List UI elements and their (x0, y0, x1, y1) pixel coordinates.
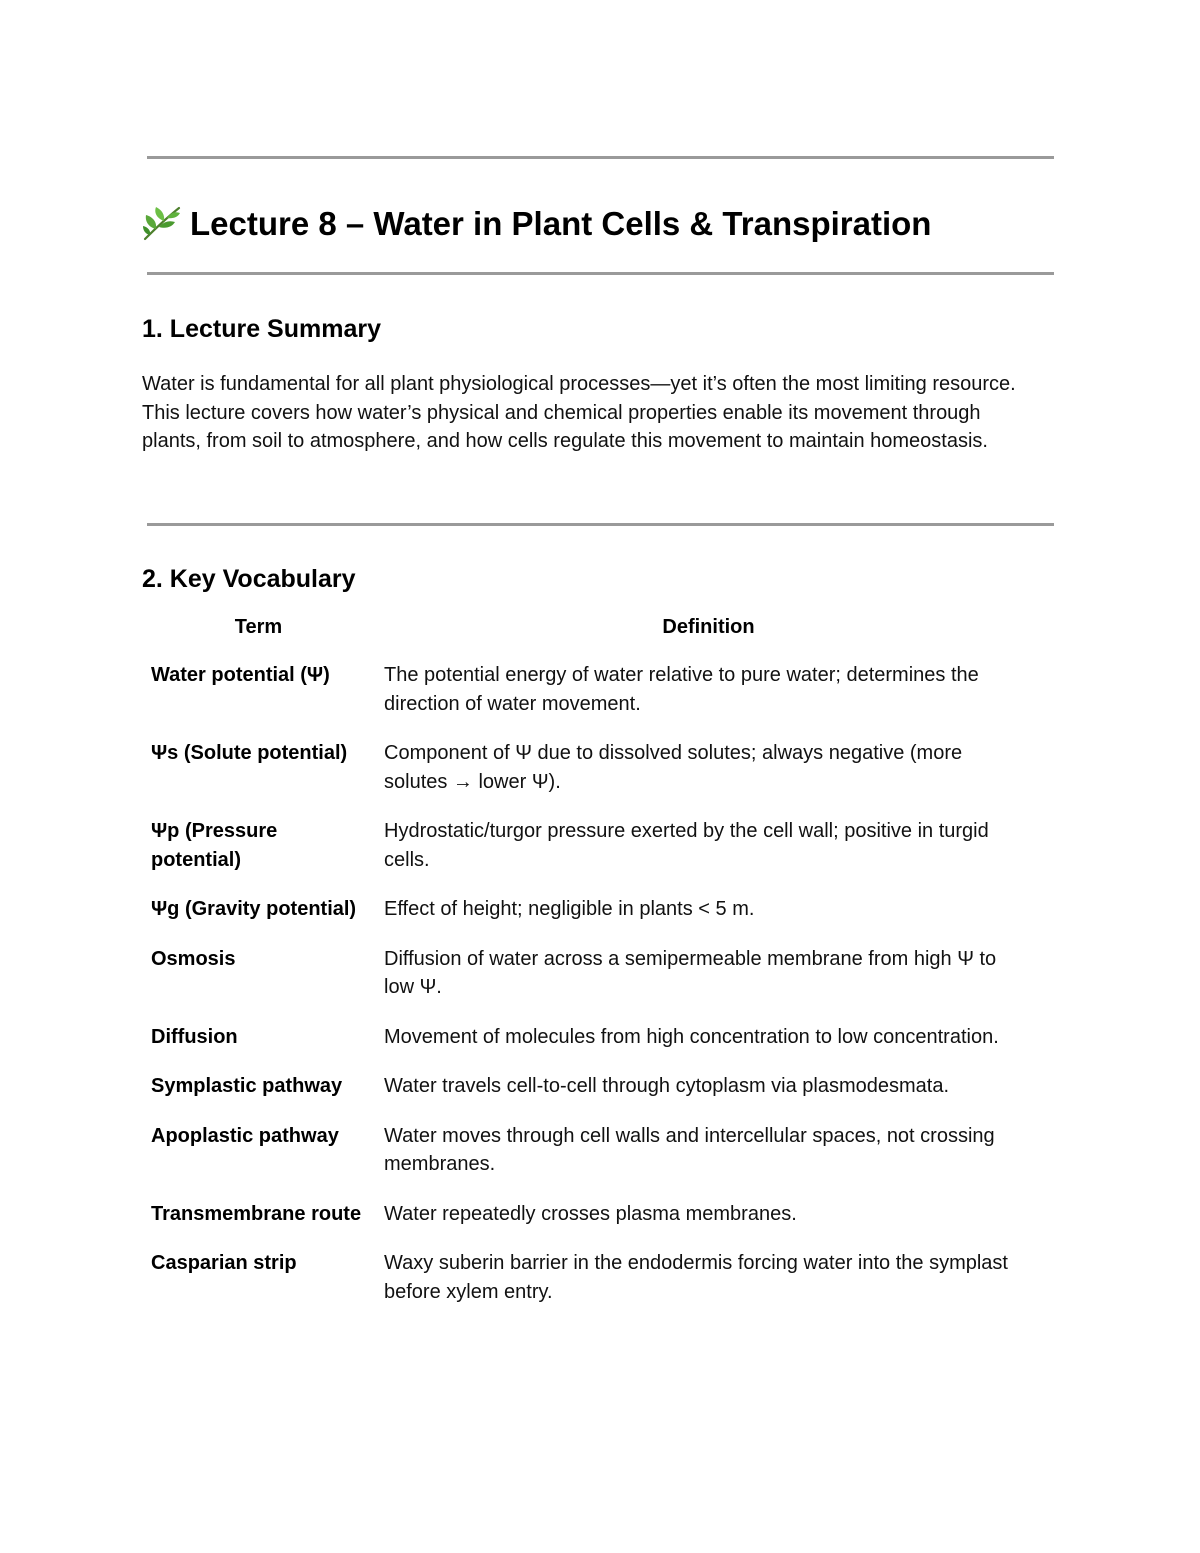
table-row (142, 1122, 1042, 1200)
term-cell: Casparian strip (151, 1252, 297, 1274)
term-cell: Osmosis (151, 947, 236, 970)
definition-cell: Waxy suberin barrier in the endodermis forcing water into the symplast before xylem entry. (384, 1252, 1008, 1303)
column-header-definition: Definition (662, 616, 755, 638)
horizontal-rule (147, 156, 1054, 159)
definition-cell: Water travels cell-to-cell through cytoplasm via plasmodesmata. (384, 1075, 950, 1097)
table-row (142, 1072, 1042, 1122)
horizontal-rule (147, 272, 1054, 275)
page-title (142, 204, 931, 244)
term-cell: Ψg (Gravity potential) (151, 898, 357, 920)
table-header-row (142, 613, 1042, 661)
definition-cell: Component of Ψ due to dissolved solutes; always negative (more solutes → lower Ψ). (384, 742, 963, 793)
section-heading-summary: 1. Lecture Summary (142, 315, 381, 343)
table-row (142, 817, 1042, 895)
herb-leaf-icon (142, 205, 182, 241)
summary-paragraph: Water is fundamental for all plant physiological processes—yet it’s often the most limiting resource. This lecture covers how water’s physical and chemical properties enable its movement through plants, from soil to atmosphere, and how cells regulate this movement to maintain homeostasis. (142, 373, 1016, 452)
column-header-term: Term (234, 616, 283, 638)
definition-cell: The potential energy of water relative to pure water; determines the direction of water movement. (384, 664, 979, 715)
definition-cell: Movement of molecules from high concentration to low concentration. (384, 1025, 999, 1048)
term-cell: Apoplastic pathway (151, 1124, 339, 1147)
term-cell: Transmembrane route (151, 1202, 362, 1225)
definition-cell: Diffusion of water across a semipermeable membrane from high Ψ to low Ψ. (384, 947, 997, 998)
vocabulary-table (142, 613, 1042, 1327)
table-row (142, 895, 1042, 945)
term-cell: Symplastic pathway (151, 1075, 343, 1097)
definition-cell: Hydrostatic/turgor pressure exerted by the cell wall; positive in turgid cells. (384, 820, 989, 871)
table-row (142, 739, 1042, 817)
term-cell: Diffusion (151, 1025, 238, 1048)
table-row (142, 1200, 1042, 1250)
table-row (142, 1023, 1042, 1073)
term-cell: Ψs (Solute potential) (151, 742, 348, 764)
horizontal-rule (147, 523, 1054, 526)
term-cell: Ψp (Pressure potential) (151, 820, 278, 871)
definition-cell: Water repeatedly crosses plasma membranes. (384, 1202, 797, 1225)
term-cell: Water potential (Ψ) (151, 664, 330, 686)
definition-cell: Water moves through cell walls and intercellular spaces, not crossing membranes. (384, 1124, 995, 1175)
section-heading-vocabulary: 2. Key Vocabulary (142, 565, 356, 593)
page-title-text: Lecture 8 – Water in Plant Cells & Transpiration (190, 205, 932, 242)
table-row (142, 945, 1042, 1023)
definition-cell: Effect of height; negligible in plants < 5 m. (384, 898, 755, 920)
table-row (142, 661, 1042, 739)
table-row (142, 1249, 1042, 1327)
